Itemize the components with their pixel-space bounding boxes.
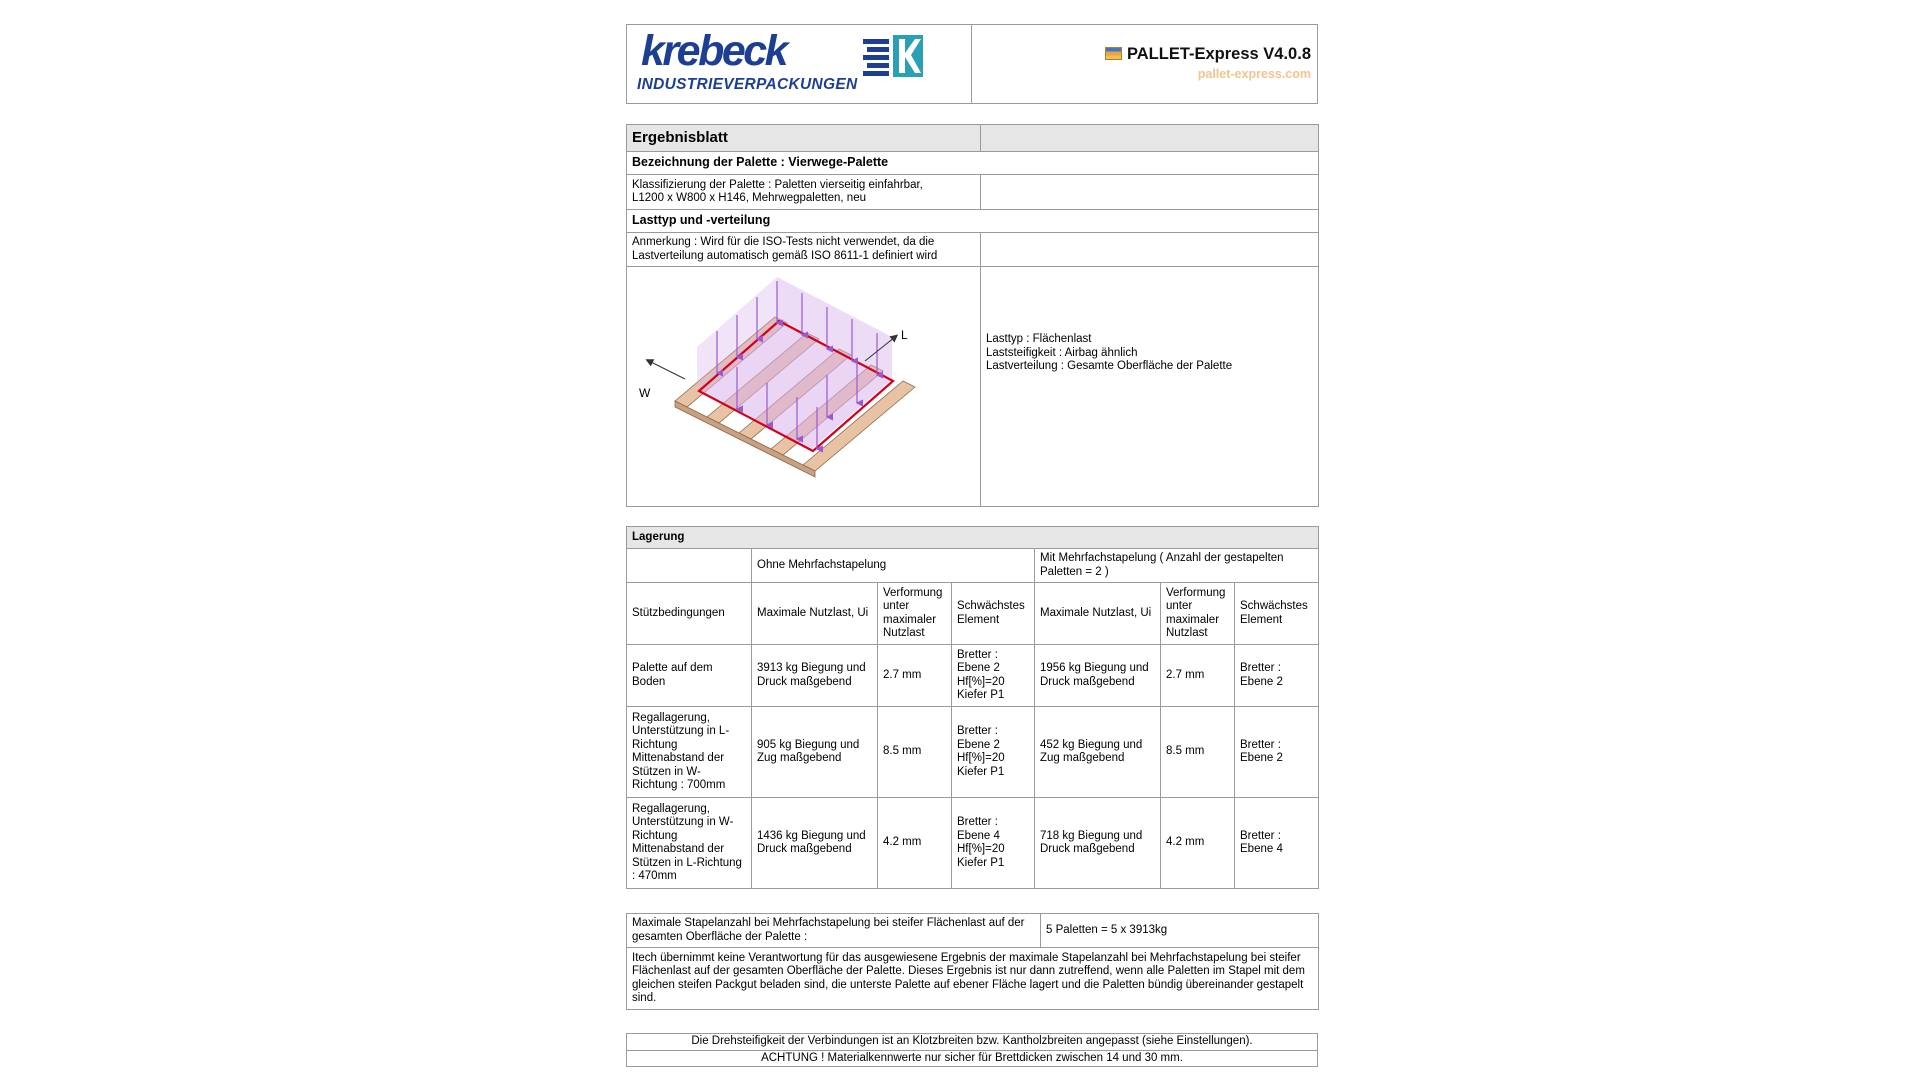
logo-cell xyxy=(627,25,972,103)
product-name xyxy=(1105,45,1311,64)
deformation-stacked: 2.7 mm xyxy=(1161,645,1235,707)
col-max-load-1: Maximale Nutzlast, Ui xyxy=(752,583,878,645)
storage-table xyxy=(626,526,1319,889)
weakest-element-stacked: Bretter : Ebene 4 xyxy=(1235,798,1319,889)
note-empty xyxy=(981,233,1319,267)
pallet-load-diagram xyxy=(627,267,979,501)
max-load-stacked: 452 kg Biegung und Zug maßgebend xyxy=(1035,707,1161,798)
w-axis-label: W xyxy=(639,386,651,400)
max-load: 905 kg Biegung und Zug maßgebend xyxy=(752,707,878,798)
weakest-element: Bretter : Ebene 4 Hf[%]=20 Kiefer P1 xyxy=(952,798,1035,889)
result-table xyxy=(626,124,1319,507)
load-distribution: Lastverteilung : Gesamte Oberfläche der Palette xyxy=(986,360,1233,372)
support-condition: Regallagerung, Unterstützung in W-Richtung Mittenabstand der Stützen in L-Richtung : 470mm xyxy=(627,798,752,889)
weakest-element-stacked: Bretter : Ebene 2 xyxy=(1235,707,1319,798)
col-weakest-2: Schwächstes Element xyxy=(1235,583,1319,645)
weakest-element: Bretter : Ebene 2 Hf[%]=20 Kiefer P1 xyxy=(952,707,1035,798)
load-type: Lasttyp : Flächenlast xyxy=(986,333,1092,345)
product-name-text: PALLET-Express V4.0.8 xyxy=(1126,45,1311,63)
pallet-classification: Klassifizierung der Palette : Paletten vierseitig einfahrbar, L1200 x W800 x H146, Mehrwegpaletten, neu xyxy=(627,175,981,210)
result-title-empty xyxy=(981,125,1319,152)
table-row xyxy=(627,645,1319,707)
support-condition: Palette auf dem Boden xyxy=(627,645,752,707)
deformation: 2.7 mm xyxy=(878,645,952,707)
max-load-stacked: 718 kg Biegung und Druck maßgebend xyxy=(1035,798,1161,889)
max-load-stacked: 1956 kg Biegung und Druck maßgebend xyxy=(1035,645,1161,707)
col-max-load-2: Maximale Nutzlast, Ui xyxy=(1035,583,1161,645)
col-support: Stützbedingungen xyxy=(627,583,752,645)
stacking-label: Maximale Stapelanzahl bei Mehrfachstapelung bei steifer Flächenlast auf der gesamten Oberfläche der Palette : xyxy=(627,914,1041,948)
load-title: Lasttyp und -verteilung xyxy=(627,210,1319,233)
storage-title: Lagerung xyxy=(627,527,1319,549)
load-stiffness: Laststeifigkeit : Airbag ähnlich xyxy=(986,346,1138,359)
table-row xyxy=(627,707,1319,798)
w-axis-arrow xyxy=(649,361,685,379)
load-properties xyxy=(981,267,1319,507)
note-material-warning: ACHTUNG ! Materialkennwerte nur sicher für Brettdicken zwischen 14 und 30 mm. xyxy=(627,1050,1318,1067)
weakest-element-stacked: Bretter : Ebene 2 xyxy=(1235,645,1319,707)
note-joint-stiffness: Die Drehsteifigkeit der Verbindungen ist an Klotzbreiten bzw. Kantholzbreiten angepasst (siehe Einstellungen). xyxy=(627,1034,1318,1051)
max-load: 1436 kg Biegung und Druck maßgebend xyxy=(752,798,878,889)
stacking-table xyxy=(626,913,1319,1010)
col-weakest-1: Schwächstes Element xyxy=(952,583,1035,645)
result-title: Ergebnisblatt xyxy=(627,125,981,152)
max-load: 3913 kg Biegung und Druck maßgebend xyxy=(752,645,878,707)
stacking-value: 5 Paletten = 5 x 3913kg xyxy=(1041,914,1319,948)
pallet-name: Bezeichnung der Palette : Vierwege-Palette xyxy=(627,152,1319,175)
notes-table xyxy=(626,1033,1318,1067)
krebeck-logo-icon xyxy=(863,33,925,79)
product-url[interactable]: pallet-express.com xyxy=(1197,67,1311,81)
classification-empty xyxy=(981,175,1319,210)
load-diagram-cell xyxy=(627,267,981,507)
l-axis-label: L xyxy=(901,328,908,342)
col-deformation-1: Verformung unter maximaler Nutzlast xyxy=(878,583,952,645)
without-stacking-header: Ohne Mehrfachstapelung xyxy=(752,549,1035,583)
product-cell xyxy=(972,25,1317,103)
storage-empty-cell xyxy=(627,549,752,583)
sheet-header xyxy=(626,24,1318,104)
logo-subtitle: INDUSTRIEVERPACKUNGEN xyxy=(637,76,858,93)
deformation-stacked: 4.2 mm xyxy=(1161,798,1235,889)
support-condition: Regallagerung, Unterstützung in L-Richtung Mittenabstand der Stützen in W-Richtung : 700mm xyxy=(627,707,752,798)
table-row xyxy=(627,798,1319,889)
col-deformation-2: Verformung unter maximaler Nutzlast xyxy=(1161,583,1235,645)
load-note: Anmerkung : Wird für die ISO-Tests nicht verwendet, da die Lastverteilung automatisch gemäß ISO 8611-1 definiert wird xyxy=(627,233,981,267)
weakest-element: Bretter : Ebene 2 Hf[%]=20 Kiefer P1 xyxy=(952,645,1035,707)
deformation-stacked: 8.5 mm xyxy=(1161,707,1235,798)
deformation: 4.2 mm xyxy=(878,798,952,889)
stacking-disclaimer: Itech übernimmt keine Verantwortung für das ausgewiesene Ergebnis der maximale Stapelanzahl bei Mehrfachstapelung bei steifer Flächenlast auf der gesamten Oberfläche der Palette. Dieses Ergebnis ist nur dann zutreffend, wenn alle Paletten im Stapel mit dem gleichen steifen Packgut beladen sind, die unterste Palette auf ebener Fläche lagert und die Paletten bündig übereinander gestapelt sind. xyxy=(627,948,1319,1010)
pallet-express-icon xyxy=(1105,47,1122,60)
with-stacking-header: Mit Mehrfachstapelung ( Anzahl der gestapelten Paletten = 2 ) xyxy=(1035,549,1319,583)
logo-wordmark: krebeck xyxy=(641,27,787,75)
deformation: 8.5 mm xyxy=(878,707,952,798)
